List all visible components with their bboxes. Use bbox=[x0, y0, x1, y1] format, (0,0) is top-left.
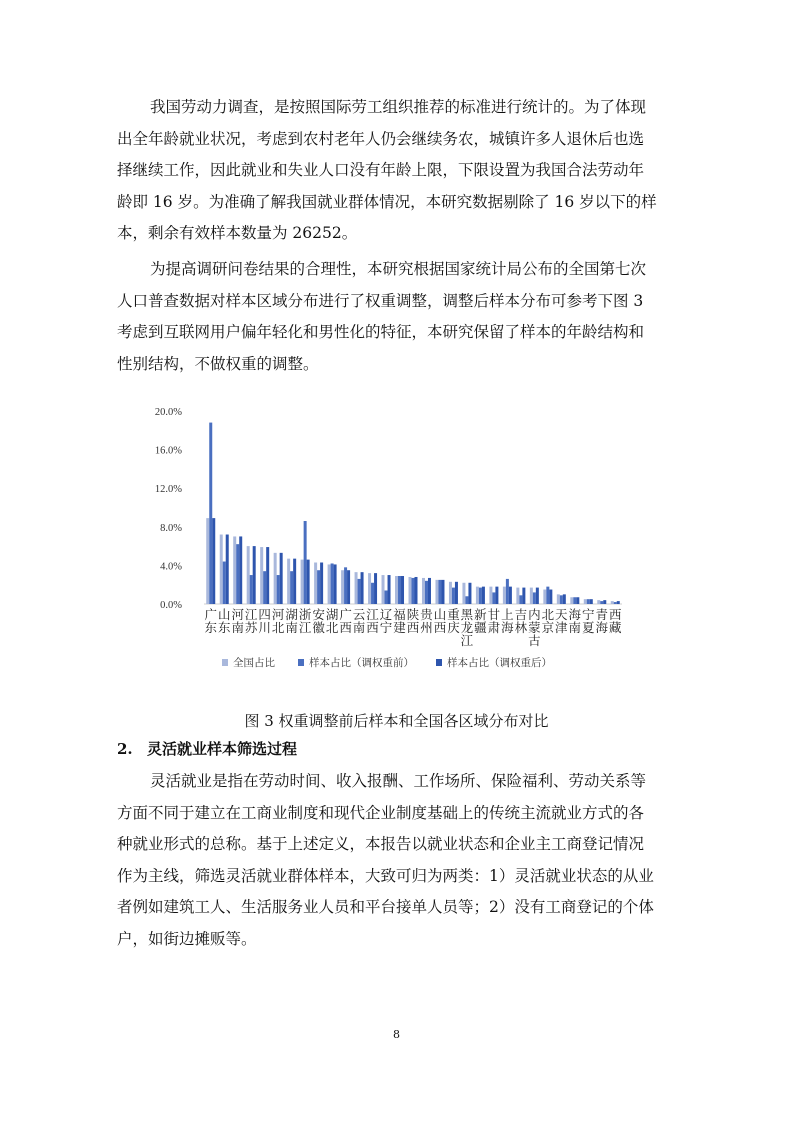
text-line: 择继续工作，因此就业和失业人口没有年龄上限，下限设置为我国合法劳动年 bbox=[117, 161, 645, 179]
bar-吉林-series-1 bbox=[516, 588, 519, 604]
x-tick-label: 广西 bbox=[339, 607, 352, 635]
legend-swatch bbox=[222, 659, 228, 666]
bar-云南-series-3 bbox=[361, 572, 364, 604]
legend-swatch bbox=[436, 659, 442, 666]
bar-贵州-series-1 bbox=[422, 578, 425, 604]
bar-天津-series-2 bbox=[560, 595, 563, 604]
paragraph-weighting bbox=[117, 254, 677, 380]
x-tick-label: 西藏 bbox=[609, 607, 622, 635]
x-tick-label: 吉林 bbox=[514, 607, 528, 635]
x-tick-label: 陕西 bbox=[406, 607, 420, 635]
x-tick-label: 贵州 bbox=[420, 607, 433, 635]
x-tick-label: 江苏 bbox=[244, 607, 258, 635]
bar-云南-series-1 bbox=[355, 572, 358, 604]
bar-新疆-series-2 bbox=[479, 588, 482, 604]
bar-青海-series-1 bbox=[597, 600, 600, 604]
x-tick-label: 上海 bbox=[501, 607, 514, 635]
x-axis-labels bbox=[204, 607, 622, 648]
x-tick-label: 河北 bbox=[271, 607, 285, 635]
bar-内蒙古-series-2 bbox=[533, 592, 536, 604]
bars bbox=[206, 423, 620, 604]
bar-甘肃-series-1 bbox=[489, 587, 492, 604]
text-line: 我国劳动力调查，是按照国际劳工组织推荐的标准进行统计的。为了体现 bbox=[150, 98, 647, 116]
text-line: 考虑到互联网用户偏年轻化和男性化的特征，本研究保留了样本的年龄结构和 bbox=[117, 323, 645, 341]
x-tick-label: 山东 bbox=[217, 607, 231, 635]
bar-黑龙江-series-2 bbox=[465, 596, 468, 604]
y-tick-label: 20.0% bbox=[154, 407, 182, 418]
bar-内蒙古-series-1 bbox=[530, 588, 533, 604]
paragraph-flexible-employment bbox=[117, 766, 677, 955]
bar-河南-series-2 bbox=[236, 544, 239, 604]
bar-湖北-series-1 bbox=[328, 564, 331, 604]
bar-四川-series-3 bbox=[266, 547, 269, 604]
bar-新疆-series-3 bbox=[482, 587, 485, 604]
bar-江苏-series-3 bbox=[253, 546, 256, 604]
bar-吉林-series-2 bbox=[519, 595, 522, 604]
bar-湖南-series-2 bbox=[290, 571, 293, 604]
bar-黑龙江-series-3 bbox=[468, 583, 471, 604]
bar-重庆-series-2 bbox=[452, 588, 455, 604]
bar-山西-series-1 bbox=[435, 580, 438, 604]
bar-北京-series-1 bbox=[543, 590, 546, 604]
bar-河南-series-3 bbox=[239, 536, 242, 604]
bar-青海-series-3 bbox=[603, 600, 606, 604]
y-tick-label: 8.0% bbox=[160, 522, 182, 534]
bar-江苏-series-2 bbox=[250, 575, 253, 604]
bar-福建-series-2 bbox=[398, 576, 401, 604]
bar-安徽-series-3 bbox=[320, 563, 323, 605]
bar-海南-series-1 bbox=[570, 597, 573, 604]
bar-广东-series-1 bbox=[206, 518, 209, 604]
bar-辽宁-series-1 bbox=[382, 575, 385, 604]
bar-河北-series-1 bbox=[274, 553, 277, 604]
bar-江西-series-3 bbox=[374, 573, 377, 604]
bar-安徽-series-1 bbox=[314, 563, 317, 605]
x-tick-label: 湖南 bbox=[285, 607, 298, 635]
bar-河北-series-3 bbox=[280, 553, 283, 604]
bar-山西-series-2 bbox=[438, 580, 441, 604]
x-tick-label: 北京 bbox=[541, 607, 555, 635]
x-tick-label: 福建 bbox=[393, 607, 406, 635]
bar-江西-series-1 bbox=[368, 573, 371, 604]
text-line: 作为主线，筛选灵活就业群体样本，大致可归为两类：1）灵活就业状态的从业 bbox=[117, 866, 654, 885]
bar-湖北-series-3 bbox=[334, 564, 337, 604]
section-title: 灵活就业样本筛选过程 bbox=[147, 740, 298, 758]
bar-四川-series-1 bbox=[260, 547, 263, 604]
x-tick-label: 云南 bbox=[352, 607, 366, 635]
bar-广西-series-1 bbox=[341, 570, 344, 604]
chart-legend bbox=[222, 656, 552, 669]
page-number: 8 bbox=[393, 1028, 400, 1041]
text-line: 龄即 16 岁。为准确了解我国就业群体情况，本研究数据剔除了 16 岁以下的样 bbox=[117, 192, 657, 211]
bar-浙江-series-3 bbox=[307, 560, 310, 604]
x-tick-label: 青海 bbox=[595, 607, 609, 635]
section-heading bbox=[117, 738, 297, 759]
x-tick-label: 湖北 bbox=[325, 607, 339, 635]
bar-贵州-series-3 bbox=[428, 578, 431, 604]
bar-四川-series-2 bbox=[263, 571, 266, 604]
bar-广西-series-3 bbox=[347, 570, 350, 604]
bar-上海-series-1 bbox=[503, 587, 506, 604]
x-tick-label: 新疆 bbox=[474, 607, 487, 635]
y-tick-label: 4.0% bbox=[160, 561, 182, 573]
text-line: 灵活就业是指在劳动时间、收入报酬、工作场所、保险福利、劳动关系等 bbox=[150, 772, 647, 790]
x-tick-label: 宁夏 bbox=[582, 607, 595, 635]
x-tick-label: 天津 bbox=[555, 607, 568, 635]
text-line: 为提高调研问卷结果的合理性，本研究根据国家统计局公布的全国第七次 bbox=[150, 260, 647, 278]
x-tick-label: 重庆 bbox=[447, 607, 460, 635]
bar-辽宁-series-2 bbox=[385, 590, 388, 604]
y-tick-label: 0.0% bbox=[160, 600, 182, 611]
y-tick-label: 16.0% bbox=[154, 445, 182, 457]
paragraph-labor-survey bbox=[117, 92, 677, 250]
bar-甘肃-series-2 bbox=[492, 592, 495, 604]
bar-重庆-series-3 bbox=[455, 582, 458, 604]
x-tick-label: 广东 bbox=[204, 607, 217, 635]
x-tick-label: 四川 bbox=[258, 607, 271, 635]
x-tick-label: 海南 bbox=[568, 607, 582, 635]
bar-湖南-series-3 bbox=[293, 559, 296, 604]
bar-江苏-series-1 bbox=[247, 546, 250, 604]
bar-重庆-series-1 bbox=[449, 582, 452, 604]
bar-河南-series-1 bbox=[233, 536, 236, 604]
x-tick-label: 辽宁 bbox=[379, 607, 393, 635]
bar-内蒙古-series-3 bbox=[536, 588, 539, 604]
x-tick-label: 山西 bbox=[433, 607, 447, 635]
bar-海南-series-2 bbox=[573, 597, 576, 604]
bar-青海-series-2 bbox=[600, 601, 603, 604]
y-tick-label: 12.0% bbox=[154, 484, 182, 496]
bar-甘肃-series-3 bbox=[495, 587, 498, 604]
legend-swatch bbox=[298, 659, 304, 666]
bar-上海-series-3 bbox=[509, 587, 512, 604]
section-number: 2. bbox=[117, 740, 133, 758]
bar-辽宁-series-3 bbox=[388, 575, 391, 604]
bar-福建-series-3 bbox=[401, 576, 404, 604]
bar-西藏-series-3 bbox=[617, 601, 620, 604]
figure-caption: 图 3 权重调整前后样本和全国各区域分布对比 bbox=[244, 712, 549, 730]
bar-山东-series-3 bbox=[226, 535, 229, 604]
bar-云南-series-2 bbox=[358, 579, 361, 604]
bar-广东-series-3 bbox=[212, 518, 215, 604]
text-line: 种就业形式的总称。基于上述定义，本报告以就业状态和企业主工商登记情况 bbox=[117, 835, 645, 853]
text-line: 本，剩余有效样本数量为 26252。 bbox=[117, 224, 358, 242]
bar-陕西-series-1 bbox=[409, 577, 412, 604]
x-tick-label: 河南 bbox=[231, 607, 244, 635]
text-line: 方面不同于建立在工商业制度和现代企业制度基础上的传统主流就业方式的各 bbox=[117, 803, 645, 822]
bar-广东-series-2 bbox=[209, 423, 212, 604]
bar-宁夏-series-3 bbox=[590, 599, 593, 604]
bar-新疆-series-1 bbox=[476, 587, 479, 604]
bar-浙江-series-2 bbox=[304, 521, 307, 604]
bar-黑龙江-series-1 bbox=[462, 583, 465, 604]
bar-山西-series-3 bbox=[441, 580, 444, 604]
bar-西藏-series-2 bbox=[614, 602, 617, 604]
bar-陕西-series-3 bbox=[415, 577, 418, 604]
bar-福建-series-1 bbox=[395, 576, 398, 604]
bar-江西-series-2 bbox=[371, 583, 374, 604]
x-tick-label: 黑龙江 bbox=[460, 607, 474, 648]
text-line: 户，如街边摊贩等。 bbox=[117, 929, 257, 948]
bar-湖北-series-2 bbox=[331, 563, 334, 604]
x-tick-label: 浙江 bbox=[298, 607, 312, 635]
bar-山东-series-1 bbox=[220, 535, 223, 604]
region-distribution-chart bbox=[140, 392, 640, 692]
bar-北京-series-3 bbox=[549, 590, 552, 604]
legend-label: 样本占比（调权重前） bbox=[309, 658, 414, 669]
bar-吉林-series-3 bbox=[522, 588, 525, 604]
bar-宁夏-series-1 bbox=[584, 599, 587, 604]
bar-浙江-series-1 bbox=[301, 560, 304, 604]
bar-上海-series-2 bbox=[506, 579, 509, 604]
x-tick-label: 甘肃 bbox=[487, 607, 501, 635]
text-line: 出全年龄就业状况，考虑到农村老年人仍会继续务农，城镇许多人退休后也选 bbox=[117, 129, 645, 148]
text-line: 性别结构，不做权重的调整。 bbox=[117, 354, 319, 373]
bar-山东-series-2 bbox=[223, 562, 226, 604]
x-tick-label: 内蒙古 bbox=[528, 607, 541, 648]
text-line: 人口普查数据对样本区域分布进行了权重调整，调整后样本分布可参考下图 3 bbox=[117, 291, 644, 310]
bar-天津-series-3 bbox=[563, 594, 566, 604]
bar-陕西-series-2 bbox=[412, 578, 415, 604]
bar-安徽-series-2 bbox=[317, 570, 320, 604]
x-tick-label: 江西 bbox=[366, 607, 379, 635]
x-tick-label: 安徽 bbox=[312, 607, 325, 635]
bar-湖南-series-1 bbox=[287, 559, 290, 604]
bar-宁夏-series-2 bbox=[587, 599, 590, 604]
bar-海南-series-3 bbox=[576, 597, 579, 604]
bar-天津-series-1 bbox=[557, 594, 560, 604]
bar-北京-series-2 bbox=[546, 587, 549, 604]
legend-label: 全国占比 bbox=[233, 658, 275, 669]
bar-广西-series-2 bbox=[344, 567, 347, 604]
legend-label: 样本占比（调权重后） bbox=[447, 658, 552, 669]
bar-贵州-series-2 bbox=[425, 581, 428, 604]
bar-河北-series-2 bbox=[277, 575, 280, 604]
bar-西藏-series-1 bbox=[611, 601, 614, 604]
text-line: 者例如建筑工人、生活服务业人员和平台接单人员等；2）没有工商登记的个体 bbox=[117, 898, 654, 916]
